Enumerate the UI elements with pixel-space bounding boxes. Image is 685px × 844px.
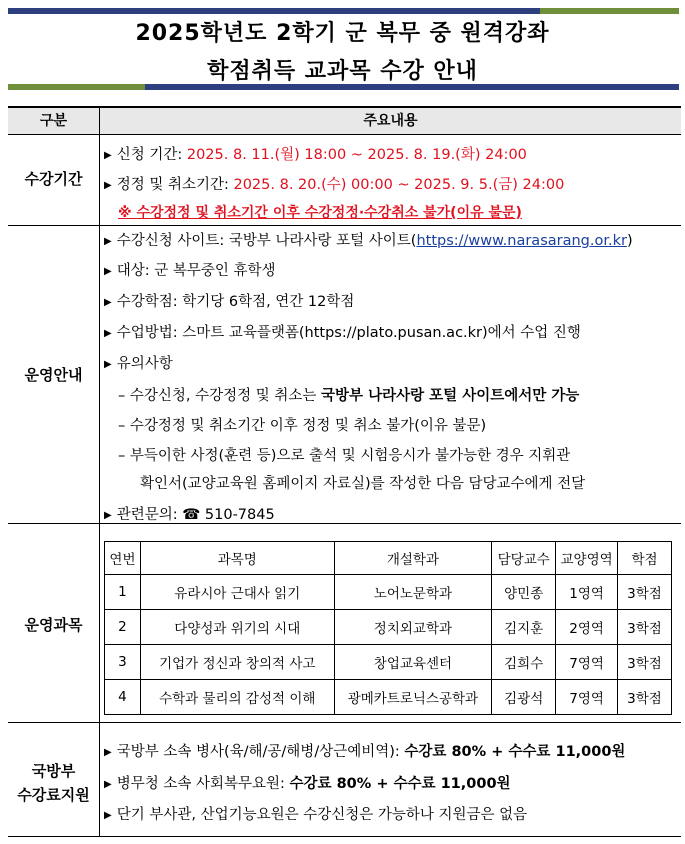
courses-table xyxy=(104,541,672,715)
col-no: 연번 xyxy=(105,542,141,575)
operation-site xyxy=(104,229,633,250)
cell-professor: 김희수 xyxy=(492,645,556,680)
note1-bold: 국방부 나라사랑 포털 사이트에서만 가능 xyxy=(321,388,580,404)
triangle-right-icon: ▶ xyxy=(104,328,112,339)
cell-credits: 3학점 xyxy=(618,645,672,680)
period-apply xyxy=(104,143,527,164)
cell-no: 2 xyxy=(105,610,141,645)
operation-credits xyxy=(104,290,354,311)
support-item-3 xyxy=(104,803,527,824)
cell-no: 3 xyxy=(105,645,141,680)
operation-site-suffix: ) xyxy=(626,233,633,249)
page-title-line1: 2025학년도 2학기 군 복무 중 원격강좌 xyxy=(135,21,550,46)
operation-note-3-line2: 확인서(교양교육원 홈페이지 자료실)를 작성한 다음 담당교수에게 전달 xyxy=(140,476,586,492)
table-row xyxy=(105,575,672,610)
support-item-2-bold: 수강료 80% + 수수료 11,000원 xyxy=(289,776,511,792)
support-label-line2: 수강료지원 xyxy=(17,786,90,804)
triangle-right-icon: ▶ xyxy=(104,266,112,277)
row-divider-period xyxy=(8,225,681,226)
support-item-2-prefix: 병무청 소속 사회복무요원: xyxy=(116,776,290,792)
header-category: 구분 xyxy=(8,108,99,134)
operation-label: 운영안내 xyxy=(24,366,83,384)
note1-prefix: – 수강신청, 수강정정 및 취소는 xyxy=(118,388,321,404)
operation-note-1 xyxy=(118,384,579,405)
support-item-2 xyxy=(104,772,511,793)
cell-professor: 김지훈 xyxy=(492,610,556,645)
col-credits: 학점 xyxy=(618,542,672,575)
support-item-1 xyxy=(104,740,625,761)
cell-area: 2영역 xyxy=(556,610,618,645)
cell-department: 창업교육센터 xyxy=(334,645,492,680)
cell-course-name: 수학과 물리의 감성적 이해 xyxy=(140,680,334,715)
col-department: 개설학과 xyxy=(334,542,492,575)
triangle-right-icon: ▶ xyxy=(104,779,112,790)
operation-method xyxy=(104,321,581,342)
operation-contact xyxy=(104,503,275,524)
top-accent-bar-green xyxy=(540,8,679,14)
operation-notes-title xyxy=(104,352,173,373)
triangle-right-icon: ▶ xyxy=(104,510,112,521)
cell-course-name: 기업가 정신과 창의적 사고 xyxy=(140,645,334,680)
period-change-prefix: 정정 및 취소기간: xyxy=(116,177,234,193)
cell-department: 광메카트로닉스공학과 xyxy=(334,680,492,715)
cell-course-name: 다양성과 위기의 시대 xyxy=(140,610,334,645)
operation-contact-text: 관련문의: ☎ 510-7845 xyxy=(116,507,275,523)
period-apply-prefix: 신청 기간: xyxy=(116,147,187,163)
cell-no: 4 xyxy=(105,680,141,715)
operation-method-text: 수업방법: 스마트 교육플랫폼(https://plato.pusan.ac.kr)에서 수업 진행 xyxy=(116,325,581,341)
operation-target-text: 대상: 군 복무중인 휴학생 xyxy=(116,263,276,279)
operation-site-prefix: 수강신청 사이트: 국방부 나라사랑 포털 사이트( xyxy=(116,233,417,249)
table-bottom-border xyxy=(8,836,681,837)
header-content: 주요내용 xyxy=(100,108,681,134)
triangle-right-icon: ▶ xyxy=(104,297,112,308)
triangle-right-icon: ▶ xyxy=(104,180,112,191)
cell-credits: 3학점 xyxy=(618,575,672,610)
cell-credits: 3학점 xyxy=(618,610,672,645)
operation-note-2: – 수강정정 및 취소기간 이후 정정 및 취소 불가(이유 불문) xyxy=(118,418,487,434)
period-change xyxy=(104,173,564,194)
triangle-right-icon: ▶ xyxy=(104,150,112,161)
operation-note-3-line1: – 부득이한 사정(훈련 등)으로 출석 및 시험응시가 불가능한 경우 지휘관 xyxy=(118,448,571,464)
support-label-line1: 국방부 xyxy=(31,762,76,780)
support-item-3-text: 단기 부사관, 산업기능요원은 수강신청은 가능하나 지원금은 없음 xyxy=(116,807,528,823)
table-row xyxy=(105,680,672,715)
cell-no: 1 xyxy=(105,575,141,610)
operation-notes-title-text: 유의사항 xyxy=(116,356,173,372)
header-divider xyxy=(8,134,681,135)
period-apply-value: 2025. 8. 11.(월) 18:00 ~ 2025. 8. 19.(화) 24:00 xyxy=(186,147,527,163)
cell-area: 7영역 xyxy=(556,645,618,680)
table-row xyxy=(105,645,672,680)
courses-header-row xyxy=(105,542,672,575)
period-change-value: 2025. 8. 20.(수) 00:00 ~ 2025. 9. 5.(금) 24:00 xyxy=(233,177,565,193)
period-label: 수강기간 xyxy=(24,170,83,188)
cell-department: 정치외교학과 xyxy=(334,610,492,645)
triangle-right-icon: ▶ xyxy=(104,236,112,247)
top-accent-bar-navy xyxy=(8,8,540,14)
cell-credits: 3학점 xyxy=(618,680,672,715)
support-item-1-prefix: 국방부 소속 병사(육/해/공/해병/상근예비역): xyxy=(116,744,405,760)
table-row xyxy=(105,610,672,645)
cell-professor: 김광석 xyxy=(492,680,556,715)
cell-course-name: 유라시아 근대사 읽기 xyxy=(140,575,334,610)
triangle-right-icon: ▶ xyxy=(104,359,112,370)
col-course-name: 과목명 xyxy=(140,542,334,575)
period-warning: ※ 수강정정 및 취소기간 이후 수강정정·수강취소 불가(이유 불문) xyxy=(118,205,522,221)
row-divider-courses xyxy=(8,722,681,723)
operation-credits-text: 수강학점: 학기당 6학점, 연간 12학점 xyxy=(116,294,355,310)
cell-area: 7영역 xyxy=(556,680,618,715)
page-title-line2: 학점취득 교과목 수강 안내 xyxy=(207,59,478,84)
support-item-1-bold: 수강료 80% + 수수료 11,000원 xyxy=(404,744,626,760)
col-area: 교양영역 xyxy=(556,542,618,575)
cell-area: 1영역 xyxy=(556,575,618,610)
triangle-right-icon: ▶ xyxy=(104,810,112,821)
column-divider xyxy=(99,106,100,837)
operation-target xyxy=(104,259,276,280)
cell-department: 노어노문학과 xyxy=(334,575,492,610)
triangle-right-icon: ▶ xyxy=(104,747,112,758)
courses-label: 운영과목 xyxy=(24,616,83,634)
narasarang-link[interactable]: https://www.narasarang.or.kr xyxy=(416,233,627,249)
col-professor: 담당교수 xyxy=(492,542,556,575)
cell-professor: 양민종 xyxy=(492,575,556,610)
